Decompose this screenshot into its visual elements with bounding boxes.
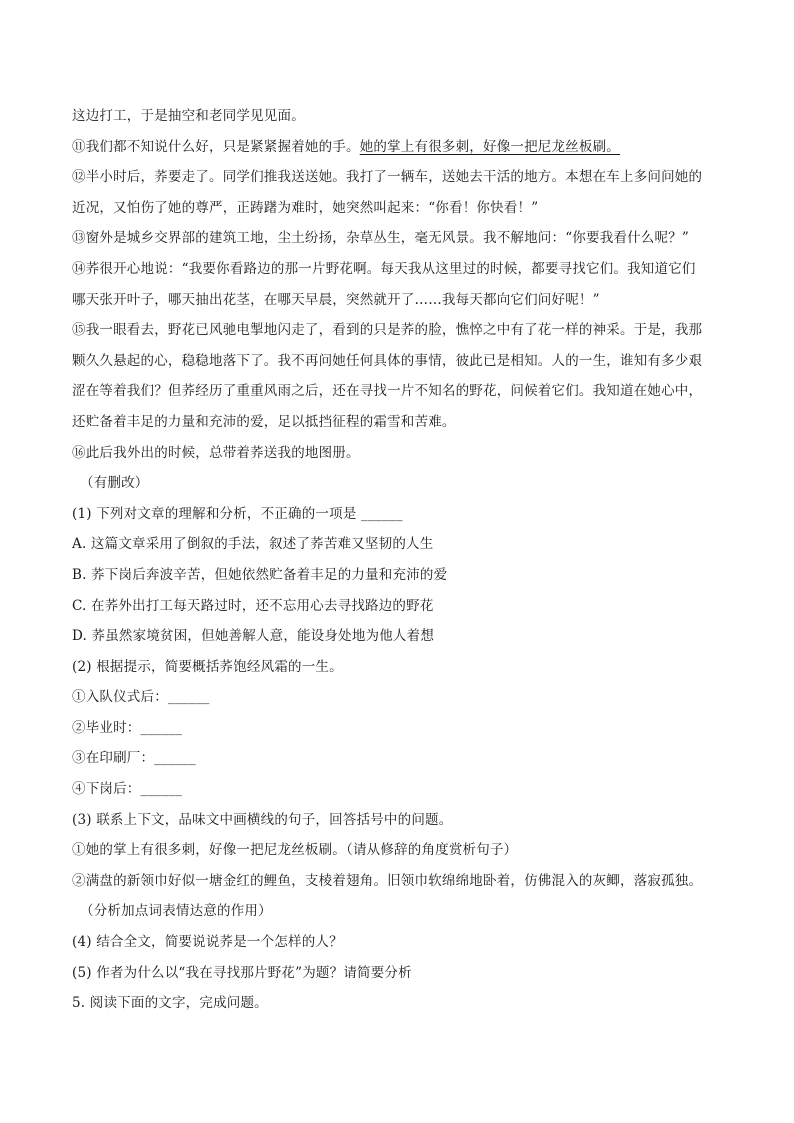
underlined-sentence: 她的掌上有很多刺，好像一把尼龙丝板刷。 — [359, 138, 621, 155]
text-line: ⑭荞很开心地说：“我要你看路边的那一片野花啊。每天我从这里过的时候，都要寻找它们。我知道它们 — [72, 260, 696, 277]
question-3-note: （分析加点词表情达意的作用） — [80, 903, 272, 920]
question-2-blank: ①入队仪式后：______ — [72, 689, 210, 706]
option-b: B. 荞下岗后奔波辛苦，但她依然贮备着丰足的力量和充沛的爱 — [72, 566, 448, 583]
text-line: ⑬窗外是城乡交界部的建筑工地，尘土纷扬，杂草丛生，毫无风景。我不解地问：“你要我看什么呢？” — [72, 230, 690, 247]
text-line: 还贮备着丰足的力量和充沛的爱，足以抵挡征程的霜雪和苦难。 — [72, 413, 456, 430]
question-2: (2) 根据提示，简要概括荞饱经风霜的一生。 — [72, 658, 343, 675]
question-3: (3) 联系上下文，品味文中画横线的句子，回答括号中的问题。 — [72, 811, 453, 828]
question-2-blank: ④下岗后：______ — [72, 781, 183, 798]
section-heading: 5. 阅读下面的文字，完成问题。 — [72, 995, 268, 1012]
text-line: ⑫半小时后，荞要走了。同学们推我送送她。我打了一辆车，送她去干活的地方。本想在车上多问问她的 — [72, 169, 703, 186]
question-3-item: ②满盘的新领巾好似一塘金红的鲤鱼，支棱着翅角。旧领巾软绵绵地卧着，仿佛混入的灰鲫，落寂孤独。 — [72, 872, 703, 889]
question-2-blank: ②毕业时：______ — [72, 719, 183, 736]
text-line: 哪天张开叶子，哪天抽出花茎，在哪天早晨，突然就开了……我每天都向它们问好呢！” — [72, 291, 600, 308]
text-line: 这边打工，于是抽空和老同学见见面。 — [72, 108, 305, 124]
option-a: A. 这篇文章采用了倒叙的手法，叙述了荞苦难又坚韧的人生 — [72, 536, 434, 553]
text-line: ⑯此后我外出的时候，总带着荞送我的地图册。 — [72, 444, 360, 461]
text-line: ⑮我一眼看去，野花已风驰电掣地闪走了，看到的只是荞的脸，憔悴之中有了花一样的神采。于是，我那 — [72, 322, 703, 339]
text-line: 近况，又怕伤了她的尊严，正踌躇为难时，她突然叫起来：“你看！你快看！” — [72, 199, 539, 216]
text-segment: ⑪我们都不知说什么好，只是紧紧握着她的手。 — [72, 138, 360, 155]
text-line: 颗久久悬起的心，稳稳地落下了。我不再问她任何具体的事情，彼此已是相知。人的一生，谁知有多少艰 — [72, 352, 703, 369]
text-line: 涩在等着我们？但荞经历了重重风雨之后，还在寻找一片不知名的野花，问候着它们。我知道在她心中， — [72, 383, 703, 400]
question-1: (1) 下列对文章的理解和分析，不正确的一项是 ______ — [72, 505, 403, 522]
text-line — [72, 132, 722, 163]
option-c: C. 在荞外出打工每天路过时，还不忘用心去寻找路边的野花 — [72, 597, 434, 614]
question-3-item: ①她的掌上有很多刺，好像一把尼龙丝板刷。（请从修辞的角度赏析句子） — [72, 842, 518, 859]
option-d: D. 荞虽然家境贫困，但她善解人意，能设身处地为他人着想 — [72, 628, 435, 645]
source-note: （有删改） — [80, 475, 149, 492]
question-2-blank: ③在印刷厂：______ — [72, 750, 196, 767]
question-4: (4) 结合全文，简要说说荞是一个怎样的人？ — [72, 934, 343, 951]
question-5: (5) 作者为什么以“我在寻找那片野花”为题？请简要分析 — [72, 964, 412, 981]
document-body — [72, 101, 722, 1019]
